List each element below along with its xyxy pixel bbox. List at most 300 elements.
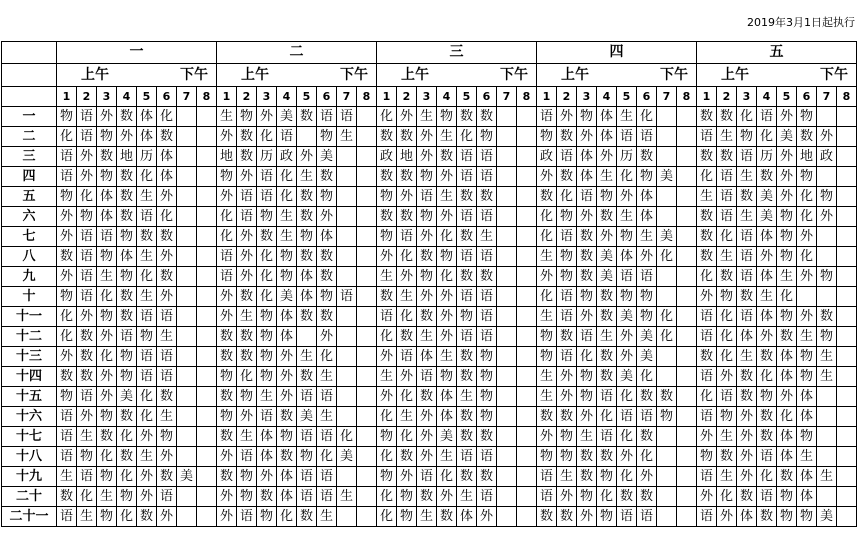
subject-cell: 美 xyxy=(277,107,297,127)
subject-cell: 体 xyxy=(597,127,617,147)
subject-cell: 物 xyxy=(117,487,137,507)
subject-cell xyxy=(357,247,377,267)
subject-cell xyxy=(657,447,677,467)
subject-cell: 体 xyxy=(97,187,117,207)
subject-cell: 数 xyxy=(417,307,437,327)
subject-cell: 外 xyxy=(697,287,717,307)
period-number: 2 xyxy=(237,87,257,107)
subject-cell: 语 xyxy=(317,427,337,447)
subject-cell: 生 xyxy=(437,347,457,367)
subject-cell: 体 xyxy=(297,287,317,307)
subject-cell: 生 xyxy=(277,207,297,227)
subject-cell: 生 xyxy=(537,307,557,327)
subject-cell: 外 xyxy=(257,107,277,127)
subject-cell: 化 xyxy=(617,467,637,487)
subject-cell: 物 xyxy=(97,407,117,427)
subject-cell: 生 xyxy=(257,387,277,407)
subject-cell: 语 xyxy=(477,327,497,347)
subject-cell: 数 xyxy=(757,347,777,367)
period-number: 7 xyxy=(657,87,677,107)
subject-cell: 语 xyxy=(57,427,77,447)
subject-cell xyxy=(497,327,517,347)
table-row xyxy=(2,167,857,187)
subject-cell: 外 xyxy=(57,267,77,287)
subject-cell xyxy=(657,127,677,147)
period-number: 3 xyxy=(577,87,597,107)
subject-cell: 化 xyxy=(637,107,657,127)
subject-cell xyxy=(357,327,377,347)
subject-cell: 物 xyxy=(297,447,317,467)
subject-cell: 数 xyxy=(757,167,777,187)
subject-cell xyxy=(657,207,677,227)
subject-cell: 生 xyxy=(157,407,177,427)
period-number: 8 xyxy=(357,87,377,107)
subject-cell: 美 xyxy=(597,267,617,287)
subject-cell: 生 xyxy=(297,167,317,187)
subject-cell xyxy=(497,147,517,167)
subject-cell: 外 xyxy=(57,347,77,367)
period-number: 1 xyxy=(537,87,557,107)
subject-cell: 数 xyxy=(737,287,757,307)
subject-cell: 物 xyxy=(537,447,557,467)
subject-cell: 体 xyxy=(737,507,757,527)
subject-cell xyxy=(497,367,517,387)
subject-cell: 语 xyxy=(537,487,557,507)
class-label: 十五 xyxy=(2,387,57,407)
subject-cell xyxy=(357,267,377,287)
subject-cell: 物 xyxy=(577,287,597,307)
subject-cell xyxy=(837,167,857,187)
subject-cell: 生 xyxy=(637,227,657,247)
subject-cell: 外 xyxy=(577,307,597,327)
period-number: 1 xyxy=(697,87,717,107)
subject-cell: 化 xyxy=(157,207,177,227)
subject-cell: 数 xyxy=(597,367,617,387)
subject-cell: 数 xyxy=(717,147,737,167)
subject-cell: 外 xyxy=(697,427,717,447)
subject-cell xyxy=(497,267,517,287)
subject-cell: 数 xyxy=(397,447,417,467)
subject-cell: 生 xyxy=(437,447,457,467)
subject-cell: 语 xyxy=(617,267,637,287)
subject-cell: 外 xyxy=(77,147,97,167)
subject-cell: 体 xyxy=(797,407,817,427)
morning-header: 上午 xyxy=(697,64,777,87)
subject-cell: 外 xyxy=(117,127,137,147)
subject-cell: 体 xyxy=(417,347,437,367)
subject-cell xyxy=(657,487,677,507)
subject-cell: 语 xyxy=(397,347,417,367)
subject-cell xyxy=(357,467,377,487)
subject-cell: 外 xyxy=(277,387,297,407)
morning-header: 上午 xyxy=(537,64,617,87)
subject-cell: 生 xyxy=(97,487,117,507)
subject-cell: 数 xyxy=(577,247,597,267)
subject-cell: 数 xyxy=(377,287,397,307)
subject-cell: 语 xyxy=(317,467,337,487)
table-row xyxy=(2,507,857,527)
subject-cell xyxy=(817,407,837,427)
subject-cell: 语 xyxy=(697,367,717,387)
subject-cell: 物 xyxy=(697,447,717,467)
subject-cell: 物 xyxy=(97,307,117,327)
subject-cell: 语 xyxy=(77,107,97,127)
subject-cell: 化 xyxy=(537,227,557,247)
class-label: 八 xyxy=(2,247,57,267)
subject-cell: 语 xyxy=(717,187,737,207)
subject-cell xyxy=(357,387,377,407)
subject-cell: 语 xyxy=(57,407,77,427)
afternoon-header: 下午 xyxy=(297,64,377,87)
subject-cell: 外 xyxy=(617,447,637,467)
subject-cell: 物 xyxy=(237,387,257,407)
subject-cell: 语 xyxy=(457,207,477,227)
class-label: 一 xyxy=(2,107,57,127)
subject-cell: 数 xyxy=(77,367,97,387)
subject-cell: 美 xyxy=(617,307,637,327)
subject-cell: 语 xyxy=(617,127,637,147)
subject-cell: 美 xyxy=(817,507,837,527)
subject-cell xyxy=(177,387,197,407)
subject-cell: 外 xyxy=(137,427,157,447)
subject-cell: 语 xyxy=(557,347,577,367)
subject-cell xyxy=(337,207,357,227)
subject-cell: 化 xyxy=(437,467,457,487)
subject-cell xyxy=(517,407,537,427)
subject-cell: 物 xyxy=(457,307,477,327)
subject-cell: 政 xyxy=(537,147,557,167)
subject-cell: 生 xyxy=(757,287,777,307)
subject-cell xyxy=(517,507,537,527)
table-row xyxy=(2,307,857,327)
subject-cell: 数 xyxy=(457,267,477,287)
table-row xyxy=(2,147,857,167)
subject-cell: 外 xyxy=(777,187,797,207)
period-number: 6 xyxy=(797,87,817,107)
subject-cell: 化 xyxy=(117,427,137,447)
subject-cell: 语 xyxy=(737,147,757,167)
subject-cell: 外 xyxy=(137,467,157,487)
subject-cell xyxy=(357,147,377,167)
subject-cell: 物 xyxy=(557,267,577,287)
subject-cell: 数 xyxy=(777,467,797,487)
subject-cell xyxy=(197,127,217,147)
subject-cell: 语 xyxy=(557,287,577,307)
subject-cell xyxy=(497,447,517,467)
subject-cell: 外 xyxy=(557,107,577,127)
subject-cell xyxy=(297,327,317,347)
subject-cell: 外 xyxy=(217,507,237,527)
subject-cell xyxy=(197,487,217,507)
subject-cell: 数 xyxy=(217,467,237,487)
subject-cell: 语 xyxy=(537,107,557,127)
subject-cell: 外 xyxy=(57,227,77,247)
subject-cell xyxy=(817,227,837,247)
period-number: 7 xyxy=(817,87,837,107)
subject-cell: 数 xyxy=(157,127,177,147)
subject-cell: 数 xyxy=(297,207,317,227)
subject-cell xyxy=(657,367,677,387)
subject-cell: 语 xyxy=(417,467,437,487)
subject-cell xyxy=(357,507,377,527)
subject-cell: 化 xyxy=(397,247,417,267)
subject-cell: 数 xyxy=(557,327,577,347)
subject-cell: 数 xyxy=(557,407,577,427)
subject-cell: 化 xyxy=(697,387,717,407)
subject-cell: 外 xyxy=(397,467,417,487)
subject-cell: 物 xyxy=(157,427,177,447)
subject-cell: 数 xyxy=(697,247,717,267)
subject-cell: 数 xyxy=(297,367,317,387)
subject-cell: 数 xyxy=(457,187,477,207)
subject-cell: 数 xyxy=(457,347,477,367)
subject-cell: 化 xyxy=(317,347,337,367)
subject-cell: 物 xyxy=(817,187,837,207)
subject-cell: 数 xyxy=(317,267,337,287)
subject-cell xyxy=(337,407,357,427)
subject-cell: 语 xyxy=(457,447,477,467)
table-row xyxy=(2,247,857,267)
subject-cell: 语 xyxy=(577,327,597,347)
table-row xyxy=(2,207,857,227)
subject-cell: 语 xyxy=(217,267,237,287)
subject-cell: 数 xyxy=(377,127,397,147)
subject-cell: 数 xyxy=(117,407,137,427)
subject-cell xyxy=(837,487,857,507)
period-number: 4 xyxy=(277,87,297,107)
subject-cell: 物 xyxy=(217,167,237,187)
subject-cell: 生 xyxy=(217,107,237,127)
subject-cell: 物 xyxy=(757,387,777,407)
subject-cell xyxy=(177,327,197,347)
subject-cell xyxy=(677,327,697,347)
subject-cell: 美 xyxy=(437,427,457,447)
subject-cell: 外 xyxy=(97,107,117,127)
subject-cell: 物 xyxy=(797,367,817,387)
table-row xyxy=(2,447,857,467)
class-label: 十一 xyxy=(2,307,57,327)
subject-cell: 化 xyxy=(717,347,737,367)
subject-cell xyxy=(177,207,197,227)
subject-cell xyxy=(677,207,697,227)
subject-cell xyxy=(837,467,857,487)
table-row xyxy=(2,327,857,347)
subject-cell xyxy=(677,447,697,467)
subject-cell xyxy=(337,387,357,407)
subject-cell: 外 xyxy=(757,247,777,267)
subject-cell xyxy=(357,347,377,367)
subject-cell xyxy=(337,147,357,167)
subject-cell: 物 xyxy=(317,187,337,207)
subject-cell: 物 xyxy=(257,327,277,347)
table-row xyxy=(2,347,857,367)
subject-cell: 数 xyxy=(697,147,717,167)
subject-cell: 外 xyxy=(577,127,597,147)
period-number: 7 xyxy=(177,87,197,107)
subject-cell: 生 xyxy=(737,167,757,187)
subject-cell: 美 xyxy=(117,387,137,407)
subject-cell: 化 xyxy=(377,487,397,507)
subject-cell: 数 xyxy=(397,167,417,187)
subject-cell: 物 xyxy=(557,447,577,467)
subject-cell: 物 xyxy=(477,387,497,407)
subject-cell xyxy=(337,167,357,187)
subject-cell: 外 xyxy=(377,247,397,267)
table-row xyxy=(2,187,857,207)
afternoon-header: 下午 xyxy=(137,64,217,87)
subject-cell: 生 xyxy=(277,227,297,247)
subject-cell xyxy=(357,127,377,147)
subject-cell: 外 xyxy=(397,187,417,207)
subject-cell xyxy=(357,367,377,387)
subject-cell: 数 xyxy=(237,127,257,147)
subject-cell: 物 xyxy=(97,167,117,187)
subject-cell: 体 xyxy=(597,107,617,127)
subject-cell: 化 xyxy=(377,327,397,347)
subject-cell: 数 xyxy=(117,167,137,187)
subject-cell: 语 xyxy=(757,487,777,507)
subject-cell: 外 xyxy=(237,247,257,267)
subject-cell xyxy=(677,487,697,507)
subject-cell: 数 xyxy=(537,507,557,527)
subject-cell: 语 xyxy=(237,507,257,527)
subject-cell xyxy=(657,467,677,487)
subject-cell: 美 xyxy=(777,127,797,147)
subject-cell: 外 xyxy=(737,447,757,467)
subject-cell xyxy=(497,247,517,267)
subject-cell: 生 xyxy=(817,367,837,387)
subject-cell: 体 xyxy=(577,167,597,187)
subject-cell: 物 xyxy=(577,387,597,407)
subject-cell: 数 xyxy=(117,187,137,207)
subject-cell: 语 xyxy=(57,167,77,187)
subject-cell xyxy=(657,147,677,167)
period-number: 8 xyxy=(837,87,857,107)
subject-cell: 美 xyxy=(277,287,297,307)
subject-cell: 外 xyxy=(757,327,777,347)
subject-cell: 数 xyxy=(137,507,157,527)
subject-cell: 物 xyxy=(377,227,397,247)
subject-cell xyxy=(517,187,537,207)
subject-cell: 数 xyxy=(477,107,497,127)
subject-cell: 外 xyxy=(417,287,437,307)
subject-cell: 物 xyxy=(417,167,437,187)
subject-cell: 外 xyxy=(257,467,277,487)
subject-cell: 外 xyxy=(777,107,797,127)
subject-cell xyxy=(517,387,537,407)
subject-cell: 数 xyxy=(657,387,677,407)
subject-cell: 数 xyxy=(297,187,317,207)
subject-cell: 物 xyxy=(117,267,137,287)
subject-cell: 语 xyxy=(617,407,637,427)
subject-cell: 物 xyxy=(257,207,277,227)
subject-cell: 化 xyxy=(97,347,117,367)
subject-cell xyxy=(197,207,217,227)
subject-cell: 物 xyxy=(797,107,817,127)
subject-cell: 语 xyxy=(457,147,477,167)
subject-cell: 化 xyxy=(777,407,797,427)
subject-cell xyxy=(677,127,697,147)
subject-cell: 化 xyxy=(797,247,817,267)
subject-cell xyxy=(197,287,217,307)
subject-cell: 生 xyxy=(417,327,437,347)
subject-cell: 数 xyxy=(697,347,717,367)
subject-cell: 体 xyxy=(797,387,817,407)
day-header: 三 xyxy=(377,42,537,64)
subject-cell: 生 xyxy=(617,107,637,127)
subject-cell: 美 xyxy=(657,227,677,247)
subject-cell: 生 xyxy=(317,367,337,387)
subject-cell: 外 xyxy=(317,207,337,227)
subject-cell: 语 xyxy=(317,387,337,407)
subject-cell: 数 xyxy=(217,347,237,367)
subject-cell: 体 xyxy=(737,327,757,347)
subject-cell: 数 xyxy=(317,307,337,327)
subject-cell xyxy=(357,107,377,127)
subject-cell: 语 xyxy=(137,367,157,387)
subject-cell xyxy=(337,327,357,347)
subject-cell: 物 xyxy=(777,207,797,227)
subject-cell: 体 xyxy=(777,427,797,447)
subject-cell: 化 xyxy=(577,347,597,367)
subject-cell: 物 xyxy=(277,267,297,287)
subject-cell xyxy=(197,327,217,347)
period-number: 4 xyxy=(757,87,777,107)
subject-cell: 数 xyxy=(577,467,597,487)
period-number: 6 xyxy=(157,87,177,107)
subject-cell: 物 xyxy=(57,387,77,407)
subject-cell: 物 xyxy=(237,467,257,487)
subject-cell xyxy=(337,307,357,327)
subject-cell: 体 xyxy=(437,407,457,427)
subject-cell: 物 xyxy=(417,207,437,227)
subject-cell: 数 xyxy=(817,307,837,327)
subject-cell: 数 xyxy=(797,127,817,147)
subject-cell: 外 xyxy=(717,507,737,527)
subject-cell: 物 xyxy=(277,247,297,267)
subject-cell: 数 xyxy=(417,247,437,267)
subject-cell xyxy=(497,227,517,247)
subject-cell: 物 xyxy=(777,307,797,327)
subject-cell: 数 xyxy=(557,167,577,187)
table-row xyxy=(2,267,857,287)
table-row xyxy=(2,387,857,407)
subject-cell: 数 xyxy=(117,207,137,227)
subject-cell: 外 xyxy=(577,507,597,527)
subject-cell: 外 xyxy=(277,347,297,367)
subject-cell xyxy=(657,347,677,367)
subject-cell: 化 xyxy=(397,387,417,407)
subject-cell: 化 xyxy=(537,287,557,307)
subject-cell xyxy=(297,127,317,147)
subject-cell: 数 xyxy=(57,367,77,387)
period-number: 5 xyxy=(777,87,797,107)
corner-cell xyxy=(2,64,57,87)
subject-cell: 外 xyxy=(597,227,617,247)
class-label: 六 xyxy=(2,207,57,227)
table-row xyxy=(2,487,857,507)
subject-cell xyxy=(677,367,697,387)
subject-cell: 语 xyxy=(477,207,497,227)
subject-cell xyxy=(337,267,357,287)
subject-cell: 生 xyxy=(557,467,577,487)
subject-cell: 物 xyxy=(217,407,237,427)
subject-cell xyxy=(497,127,517,147)
subject-cell: 物 xyxy=(777,487,797,507)
subject-cell: 化 xyxy=(137,267,157,287)
subject-cell: 数 xyxy=(77,347,97,367)
subject-cell: 化 xyxy=(697,167,717,187)
